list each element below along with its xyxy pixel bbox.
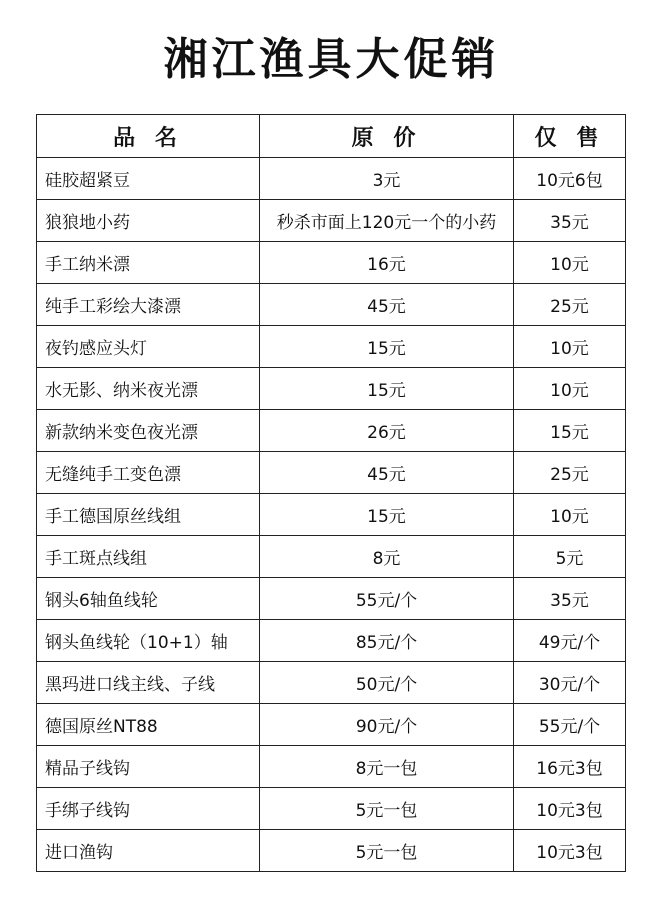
table-row	[37, 284, 626, 326]
sale-price: 10元	[514, 368, 626, 410]
original-price: 26元	[260, 410, 514, 452]
sale-price: 35元	[514, 200, 626, 242]
table-row	[37, 410, 626, 452]
original-price: 15元	[260, 326, 514, 368]
original-price: 15元	[260, 368, 514, 410]
header-product-name: 品 名	[37, 115, 260, 158]
table-row	[37, 578, 626, 620]
original-price: 8元一包	[260, 746, 514, 788]
sale-price: 35元	[514, 578, 626, 620]
product-name: 硅胶超紧豆	[37, 158, 260, 200]
header-original-price: 原 价	[260, 115, 514, 158]
product-name: 黑玛进口线主线、子线	[37, 662, 260, 704]
product-name: 手工德国原丝线组	[37, 494, 260, 536]
original-price: 85元/个	[260, 620, 514, 662]
product-name: 手工纳米漂	[37, 242, 260, 284]
table-row	[37, 536, 626, 578]
table-row	[37, 242, 626, 284]
product-name: 水无影、纳米夜光漂	[37, 368, 260, 410]
table-header-row	[37, 115, 626, 158]
original-price: 8元	[260, 536, 514, 578]
table-row	[37, 368, 626, 410]
sale-price: 10元	[514, 494, 626, 536]
product-name: 无缝纯手工变色漂	[37, 452, 260, 494]
table-row	[37, 452, 626, 494]
sale-price: 10元3包	[514, 830, 626, 872]
table-row	[37, 746, 626, 788]
header-sale-price: 仅 售	[514, 115, 626, 158]
table-row	[37, 704, 626, 746]
original-price: 3元	[260, 158, 514, 200]
product-name: 夜钓感应头灯	[37, 326, 260, 368]
sale-price: 10元	[514, 326, 626, 368]
table-row	[37, 620, 626, 662]
table-row	[37, 158, 626, 200]
table-row	[37, 788, 626, 830]
table-row	[37, 494, 626, 536]
price-table	[36, 114, 626, 872]
product-name: 手工斑点线组	[37, 536, 260, 578]
product-name: 钢头鱼线轮（10+1）轴	[37, 620, 260, 662]
original-price: 50元/个	[260, 662, 514, 704]
original-price: 5元一包	[260, 830, 514, 872]
table-row	[37, 662, 626, 704]
original-price: 45元	[260, 452, 514, 494]
product-name: 进口渔钩	[37, 830, 260, 872]
sale-price: 25元	[514, 284, 626, 326]
product-name: 钢头6轴鱼线轮	[37, 578, 260, 620]
product-name: 精品子线钩	[37, 746, 260, 788]
product-name: 新款纳米变色夜光漂	[37, 410, 260, 452]
sale-price: 10元3包	[514, 788, 626, 830]
table-row	[37, 326, 626, 368]
original-price: 90元/个	[260, 704, 514, 746]
sale-price: 25元	[514, 452, 626, 494]
original-price: 5元一包	[260, 788, 514, 830]
product-name: 狼狼地小药	[37, 200, 260, 242]
product-name: 德国原丝NT88	[37, 704, 260, 746]
original-price: 55元/个	[260, 578, 514, 620]
sale-price: 10元6包	[514, 158, 626, 200]
sale-price: 30元/个	[514, 662, 626, 704]
sale-price: 49元/个	[514, 620, 626, 662]
original-price: 15元	[260, 494, 514, 536]
table-row	[37, 830, 626, 872]
sale-price: 10元	[514, 242, 626, 284]
product-name: 手绑子线钩	[37, 788, 260, 830]
original-price: 16元	[260, 242, 514, 284]
sale-price: 15元	[514, 410, 626, 452]
sale-price: 16元3包	[514, 746, 626, 788]
sale-price: 5元	[514, 536, 626, 578]
sale-price: 55元/个	[514, 704, 626, 746]
table-row	[37, 200, 626, 242]
original-price: 秒杀市面上120元一个的小药	[260, 200, 514, 242]
product-name: 纯手工彩绘大漆漂	[37, 284, 260, 326]
original-price: 45元	[260, 284, 514, 326]
page-title: 湘江渔具大促销	[163, 34, 500, 85]
